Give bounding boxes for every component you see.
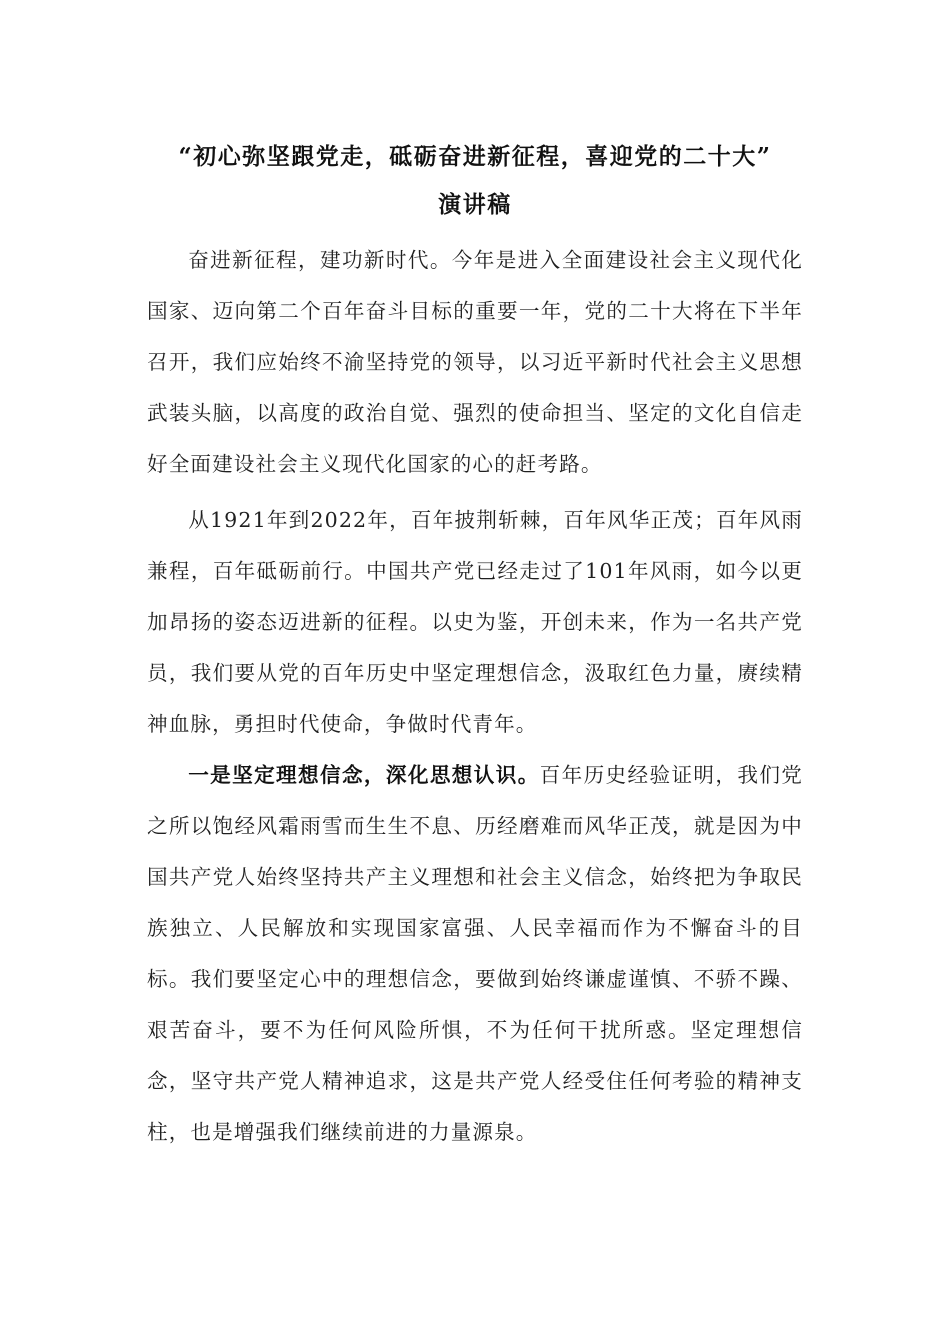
paragraph-1: 奋进新征程，建功新时代。今年是进入全面建设社会主义现代化国家、迈向第二个百年奋斗目标的重要一年，党的二十大将在下半年召开，我们应始终不渝坚持党的领导，以习近平新时代社会主义思想武装头脑，以高度的政治自觉、强烈的使命担当、坚定的文化自信走好全面建设社会主义现代化国家的心的赶考路。	[147, 248, 803, 476]
paragraph-1-container	[147, 235, 803, 490]
paragraph-3-body: 百年历史经验证明，我们党之所以饱经风霜雨雪而生生不息、历经磨难而风华正茂，就是因为中国共产党人始终坚持共产主义理想和社会主义信念，始终把为争取民族独立、人民解放和实现国家富强、人民幸福而作为不懈奋斗的目标。我们要坚定心中的理想信念，要做到始终谦虚谨慎、不骄不躁、艰苦奋斗，要不为任何风险所惧，不为任何干扰所惑。坚定理想信念，坚守共产党人精神追求，这是共产党人经受住任何考验的精神支柱，也是增强我们继续前进的力量源泉。	[147, 763, 803, 1144]
paragraph-3-lead: 一是坚定理想信念，深化思想认识。	[188, 763, 540, 787]
paragraph-3-container	[147, 750, 803, 1158]
paragraph-2: 从1921年到2022年，百年披荆斩棘，百年风华正茂；百年风雨兼程，百年砥砺前行。中国共产党已经走过了101年风雨，如今以更加昂扬的姿态迈进新的征程。以史为鉴，开创未来，作为一名共产党员，我们要从党的百年历史中坚定理想信念，汲取红色力量，赓续精神血脉，勇担时代使命，争做时代青年。	[147, 508, 803, 736]
document-title-line-1: “初心弥坚跟党走，砥砺奋进新征程，喜迎党的二十大”	[178, 143, 772, 170]
document-title-line-2: 演讲稿	[438, 191, 512, 218]
paragraph-3	[147, 750, 803, 1158]
paragraph-2-container	[147, 495, 803, 750]
